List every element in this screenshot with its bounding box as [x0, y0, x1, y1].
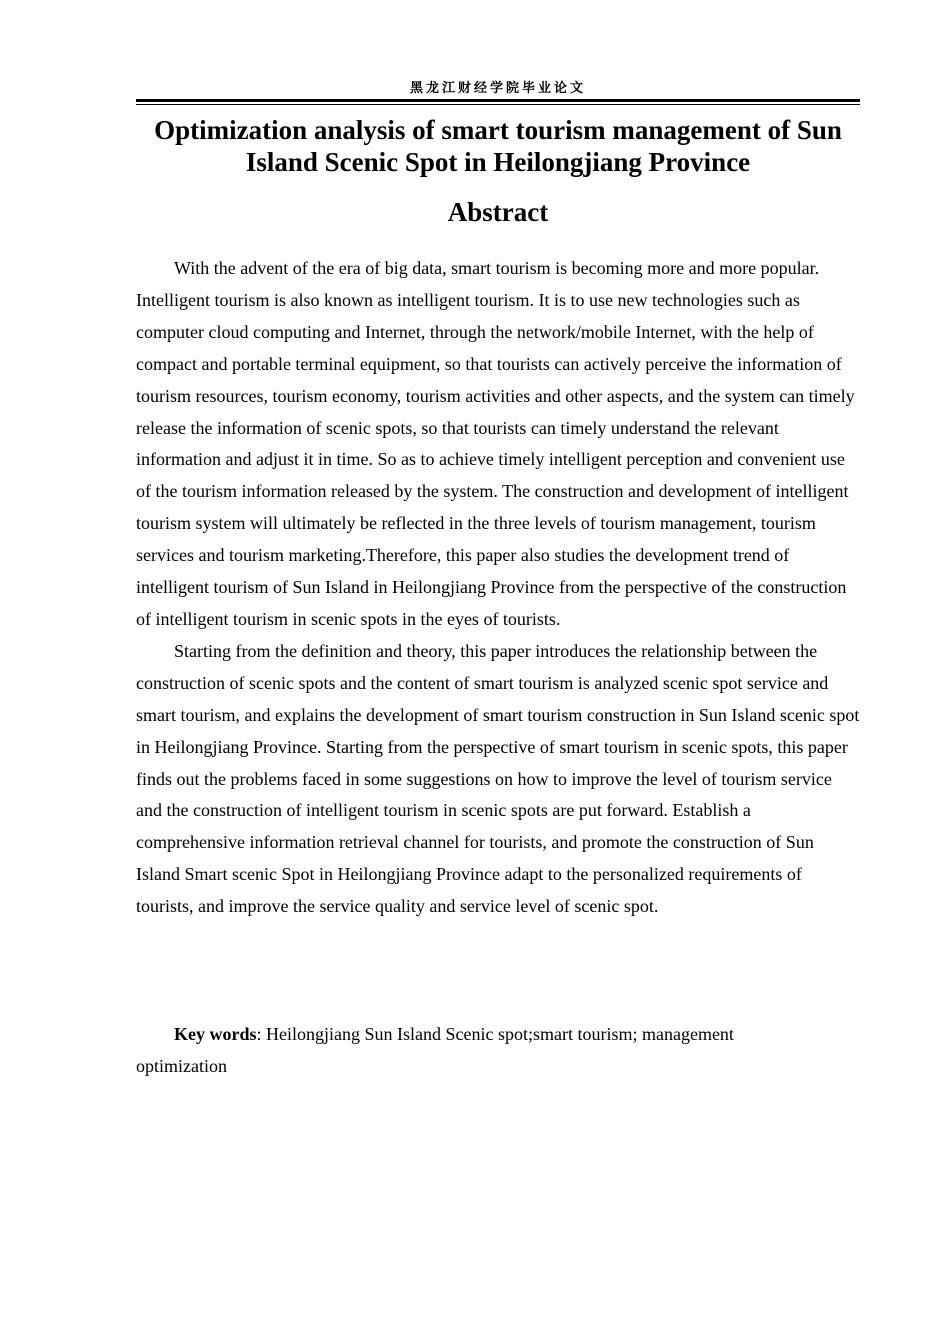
abstract-paragraph-2: Starting from the definition and theory, this paper introduces the relationship between the construction of scenic spots and the content of smart tourism is analyzed scenic spot service and smart tourism, and explains the development of smart tourism construction in Sun Island scenic spot in Heilongjiang Province. Starting from the perspective of smart tourism in scenic spots, this paper finds out the problems faced in some suggestions on how to improve the level of tourism service and the construction of intelligent tourism in scenic spots are put forward. Establish a comprehensive information retrieval channel for tourists, and promote the construction of Sun Island Smart scenic Spot in Heilongjiang Province adapt to the personalized requirements of tourists, and improve the service quality and service level of scenic spot.	[136, 640, 860, 917]
header-double-rule	[136, 99, 860, 105]
abstract-body	[136, 253, 860, 923]
running-header: 黑龙江财经学院毕业论文	[409, 81, 586, 96]
keywords-line	[136, 1019, 776, 1083]
keywords-value: Heilongjiang Sun Island Scenic spot;smart tourism; management optimization	[136, 1024, 734, 1076]
keywords-separator: :	[256, 1024, 267, 1044]
paper-title: Optimization analysis of smart tourism management of Sun Island Scenic Spot in Heilongjiang Province	[154, 115, 842, 177]
abstract-paragraph-1: With the advent of the era of big data, smart tourism is becoming more and more popular. Intelligent tourism is also known as intelligent tourism. It is to use new technologies such as computer cloud computing and Internet, through the network/mobile Internet, with the help of compact and portable terminal equipment, so that tourists can actively perceive the information of tourism resources, tourism economy, tourism activities and other aspects, and the system can timely release the information of scenic spots, so that tourists can timely understand the relevant information and adjust it in time. So as to achieve timely intelligent perception and convenient use of the tourism information released by the system. The construction and development of intelligent tourism system will ultimately be reflected in the three levels of tourism management, tourism services and tourism marketing.Therefore, this paper also studies the development trend of intelligent tourism of Sun Island in Heilongjiang Province from the perspective of the construction of intelligent tourism in scenic spots in the eyes of tourists.	[136, 258, 855, 629]
keywords-label: Key words	[174, 1024, 257, 1044]
abstract-heading: Abstract	[447, 197, 549, 227]
